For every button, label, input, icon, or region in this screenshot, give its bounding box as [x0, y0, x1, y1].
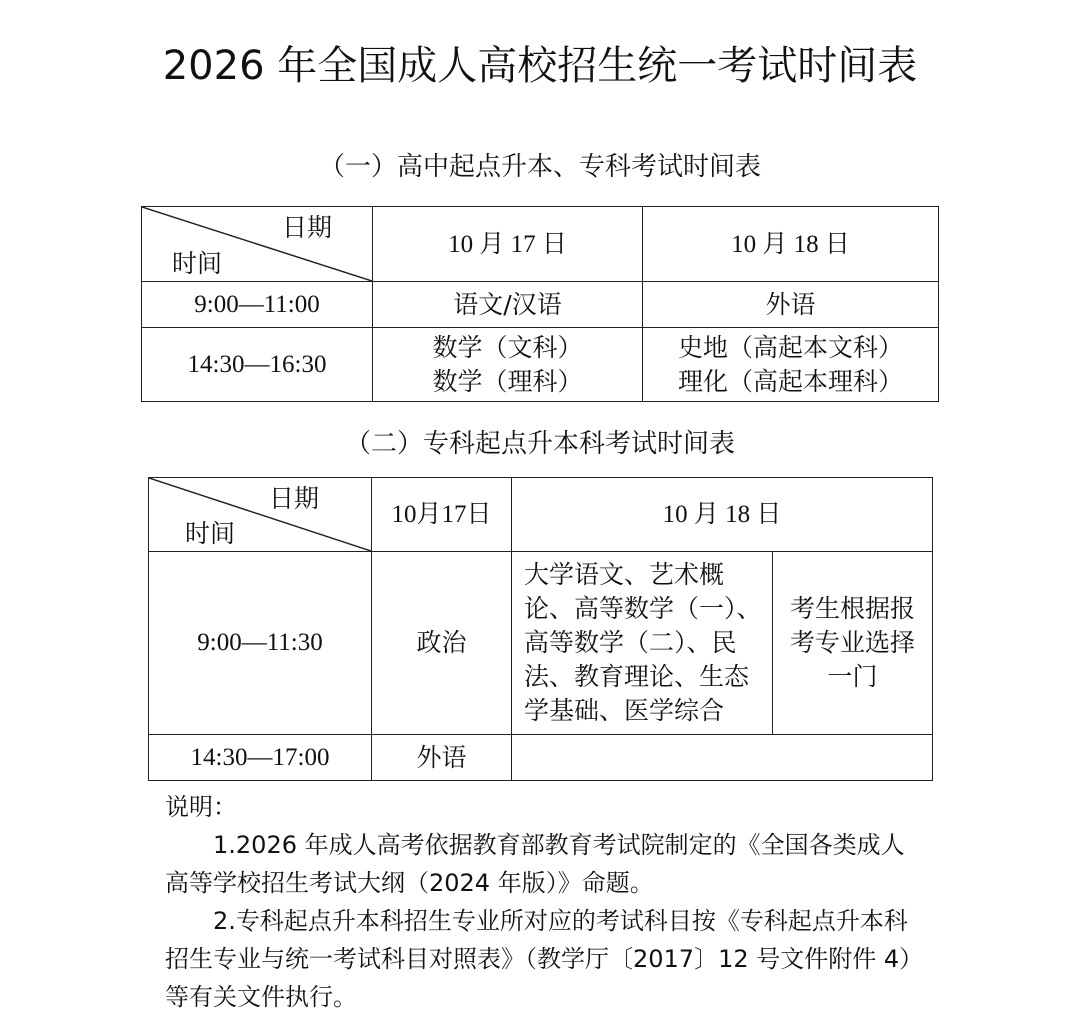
header-date-label: 日期 — [268, 484, 319, 513]
table2-row1-oct17: 政治 — [372, 552, 512, 735]
note-item-1: 1.2026 年成人高考依据教育部教育考试院制定的《全国各类成人高等学校招生考试大纲（2024 年版）》命题。 — [165, 831, 905, 897]
table2-row2-time: 14:30—17:00 — [149, 735, 372, 781]
page-title: 2026 年全国成人高校招生统一考试时间表 — [162, 43, 918, 89]
note-item-2: 2.专科起点升本科招生专业所对应的考试科目按《专科起点升本科招生专业与统一考试科目对照表》（教学厅〔2017〕12 号文件附件 4）等有关文件执行。 — [165, 907, 924, 1011]
table1-row2-oct17 — [373, 328, 643, 402]
table1-col-oct17: 10 月 17 日 — [373, 207, 643, 282]
table1-row2-time: 14:30—16:30 — [142, 328, 373, 402]
diagonal-line — [149, 478, 371, 551]
table1-row1-time: 9:00—11:00 — [142, 282, 373, 328]
table1-subtitle: （一）高中起点升本、专科考试时间表 — [318, 152, 761, 182]
table2-row1-time: 9:00—11:30 — [149, 552, 372, 735]
table1-header-diagonal — [142, 207, 373, 282]
schedule-table-1 — [141, 206, 939, 402]
table2-header-diagonal — [149, 478, 372, 552]
notes-section — [165, 788, 925, 1016]
table2-col-oct18: 10 月 18 日 — [512, 478, 933, 552]
header-time-label: 时间 — [185, 519, 236, 548]
table1-row1-oct18: 外语 — [643, 282, 939, 328]
table2-col-oct17: 10月17日 — [372, 478, 512, 552]
header-time-label: 时间 — [172, 249, 223, 278]
table2-subtitle: （二）专科起点升本科考试时间表 — [344, 429, 735, 459]
subject-math-science: 数学（理科） — [432, 366, 583, 396]
subject-history-geo: 史地（高起本文科） — [677, 332, 903, 362]
table1-row1-oct17: 语文/汉语 — [373, 282, 643, 328]
header-date-label: 日期 — [281, 213, 332, 242]
table2-row2-oct17: 外语 — [372, 735, 512, 781]
table1-row2-oct18 — [643, 328, 939, 402]
schedule-table-2 — [148, 477, 933, 781]
notes-label: 说明： — [165, 793, 237, 821]
table2-row1-oct18-subjects: 大学语文、艺术概论、高等数学（一）、高等数学（二）、民法、教育理论、生态学基础、医学综合 — [512, 552, 773, 735]
table2-row2-oct18 — [512, 735, 933, 781]
subject-physics-chem: 理化（高起本理科） — [677, 366, 903, 396]
subject-math-arts: 数学（文科） — [432, 332, 583, 362]
table1-col-oct18: 10 月 18 日 — [643, 207, 939, 282]
table2-row1-oct18-note: 考生根据报考专业选择一门 — [773, 552, 933, 735]
